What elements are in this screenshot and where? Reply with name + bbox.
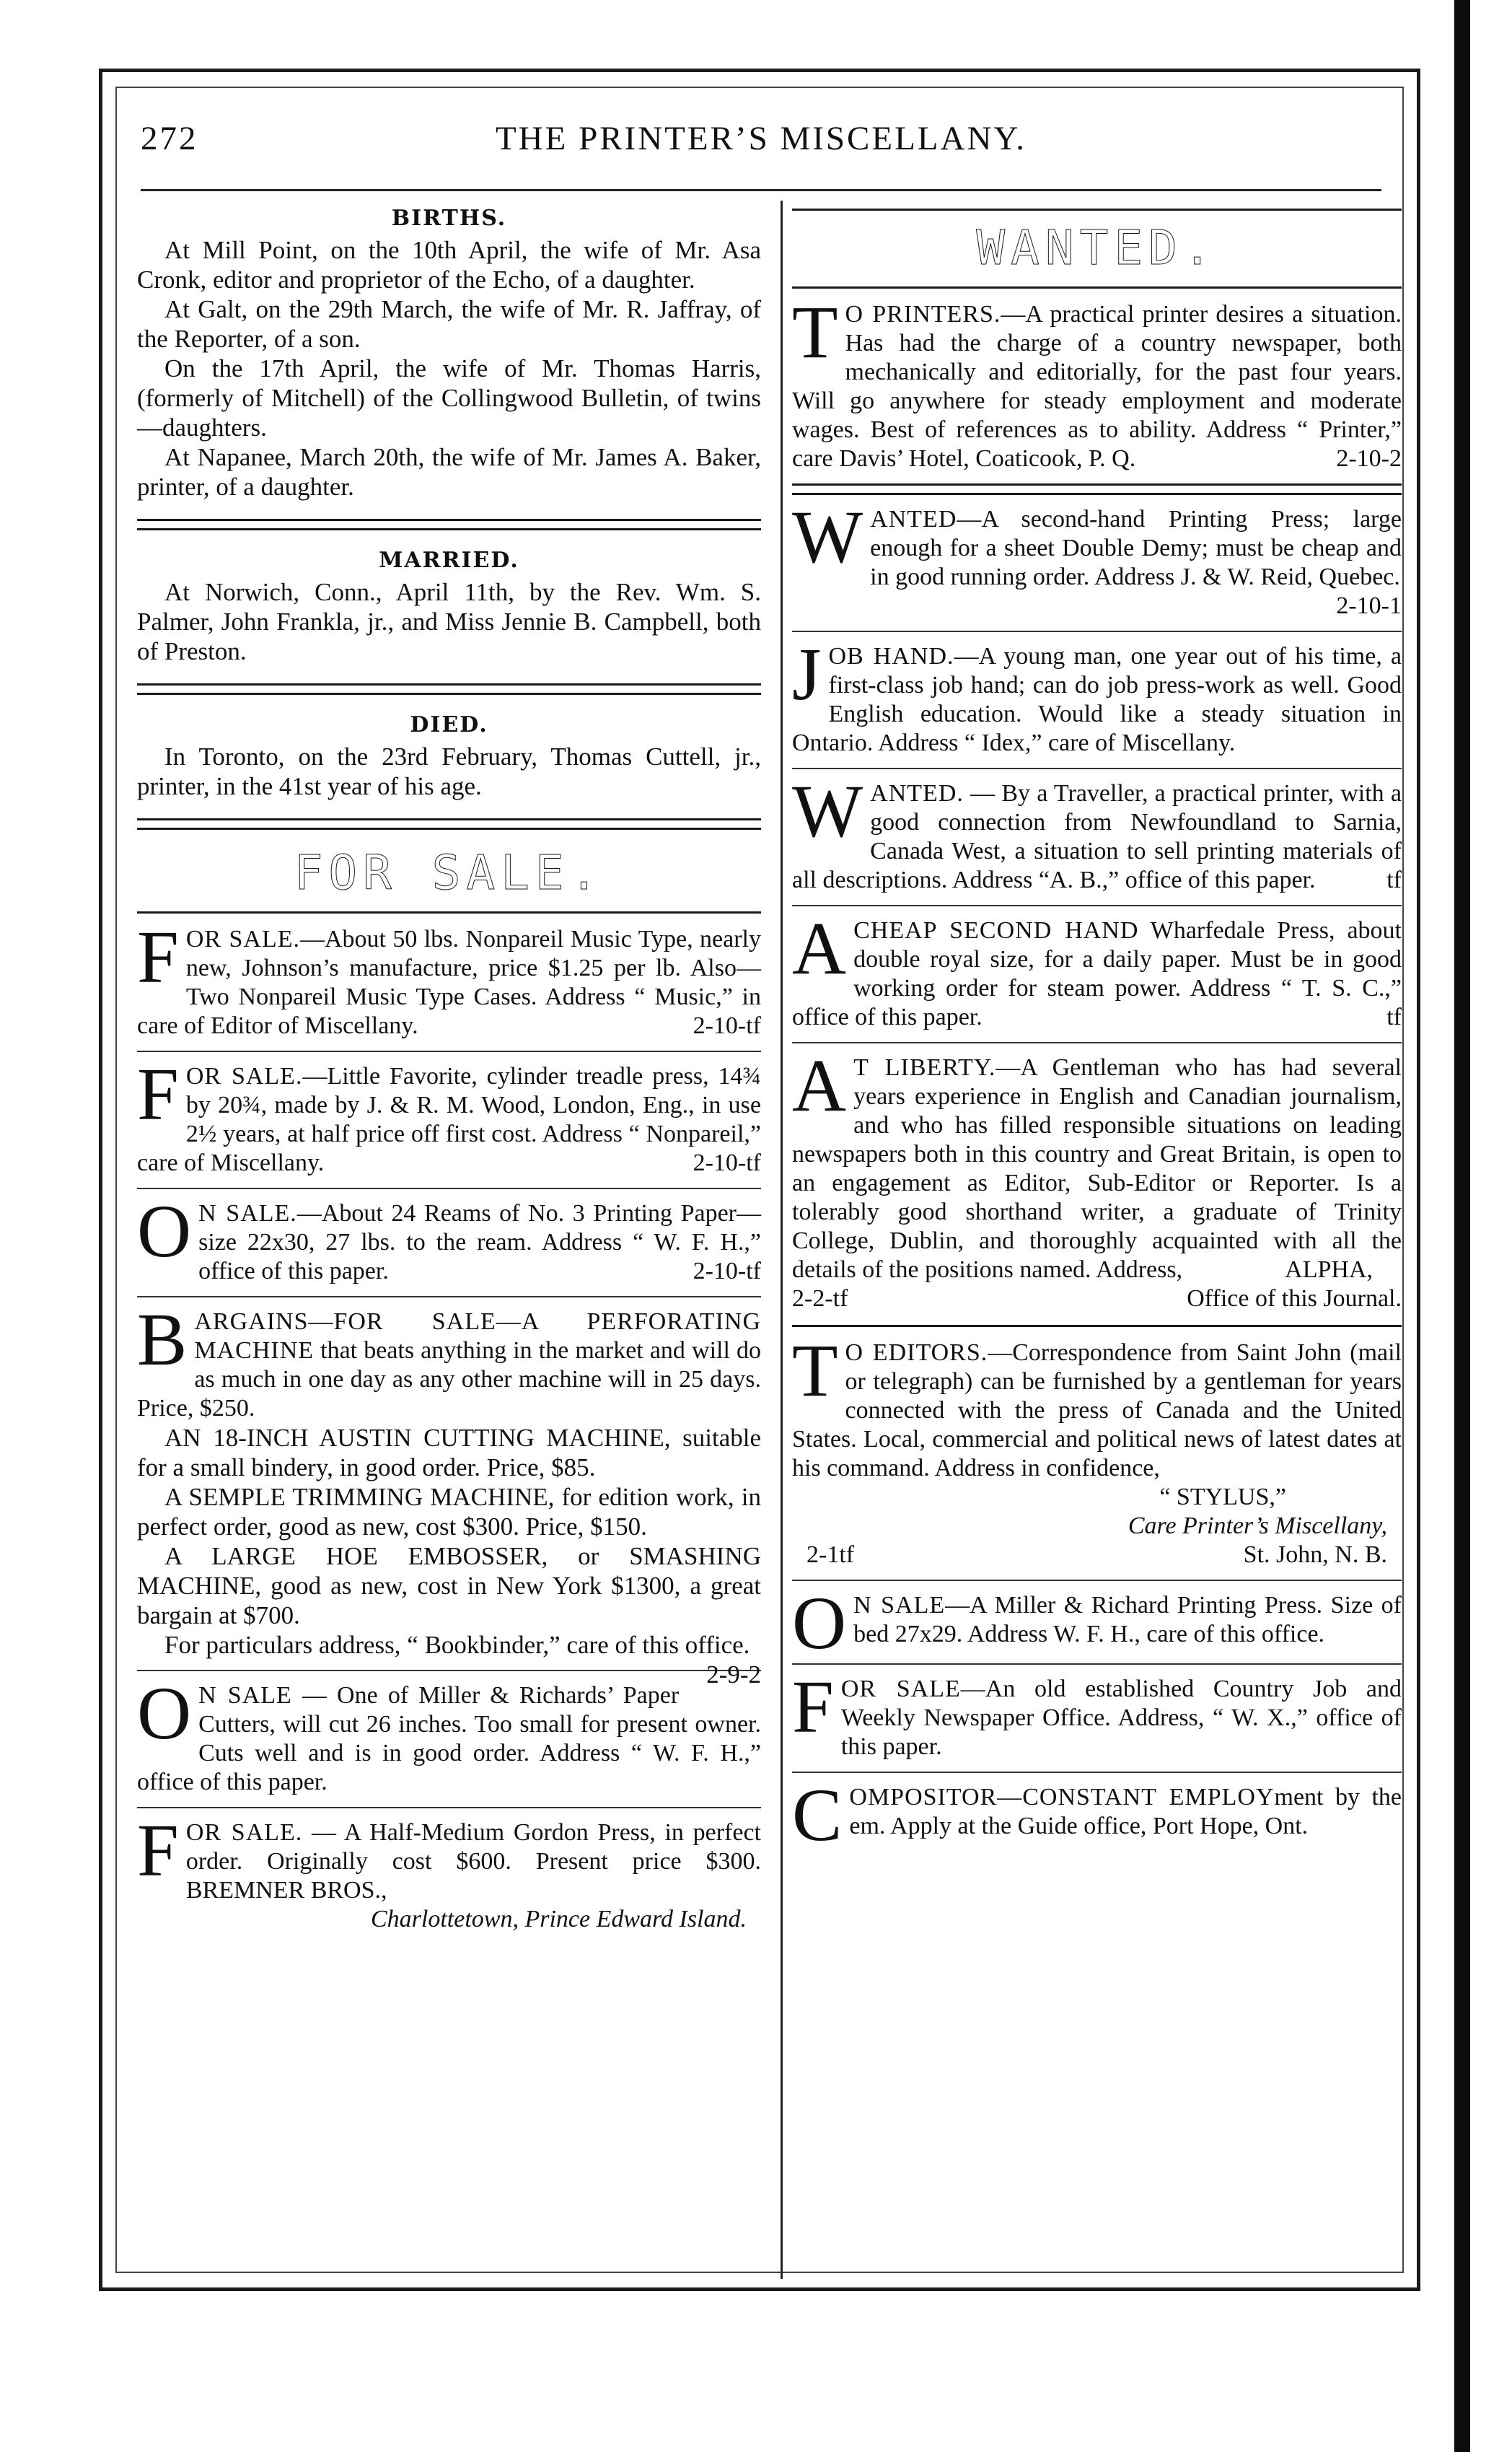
bargain-item: AN 18-INCH AUSTIN CUTTING MACHINE, suitable for a small bindery, in good order. Price, $85.	[137, 1423, 761, 1481]
ad-signer: ALPHA,	[1285, 1256, 1373, 1283]
drop-cap: O	[137, 1671, 192, 1755]
drop-cap: W	[792, 769, 863, 853]
ad-separator	[137, 1188, 761, 1189]
ad-separator	[792, 1663, 1402, 1665]
ad-separator	[137, 1807, 761, 1808]
classified-ad	[792, 906, 1402, 1032]
classified-ad	[792, 1665, 1402, 1761]
classified-ad	[792, 632, 1402, 758]
ad-separator	[137, 1051, 761, 1052]
ad-text: ment by the em. Apply at the Guide office, Port Hope, Ont.	[849, 1783, 1402, 1839]
ad-lead: N SALE	[198, 1681, 292, 1709]
classified-ad	[792, 495, 1402, 621]
ad-code: 2-1tf	[806, 1541, 855, 1568]
classified-ad	[792, 1043, 1402, 1313]
ad-text: — One of Miller & Richards’ Paper Cutters, will cut 26 inches. Too small for present owner. Cuts well and is in good order. Address “ W. F. H.,” office of this paper.	[137, 1681, 761, 1795]
drop-cap: T	[792, 1328, 838, 1412]
classified-ad	[137, 915, 761, 1041]
drop-cap: B	[137, 1297, 188, 1381]
drop-cap: F	[137, 1808, 179, 1892]
ad-text: —About 24 Reams of No. 3 Printing Paper—size 22x30, 27 lbs. to the ream. Address “ W. F. H.,” office of this paper.	[198, 1199, 761, 1284]
bargain-item: A SEMPLE TRIMMING MACHINE, for edition work, in perfect order, good as new, cost $300. Price, $150.	[137, 1482, 761, 1541]
section-rule	[137, 818, 761, 830]
classified-ad	[137, 1052, 761, 1178]
drop-cap: C	[792, 1773, 843, 1857]
classified-ad	[137, 1189, 761, 1286]
drop-cap: A	[792, 906, 847, 990]
ad-lead: N SALE	[853, 1591, 946, 1619]
section-rule	[137, 519, 761, 530]
right-column	[792, 206, 1402, 1857]
ad-separator	[792, 905, 1402, 906]
ad-care: Care Printer’s Miscellany,	[1128, 1512, 1387, 1539]
section-rule	[792, 209, 1402, 211]
ad-text: —A Miller & Richard Printing Press. Size of bed 27x29. Address W. F. H., care of this office.	[853, 1591, 1402, 1647]
classified-ad	[792, 290, 1402, 473]
births-entry: At Galt, on the 29th March, the wife of Mr. R. Jaffray, of the Reporter, of a son.	[137, 295, 761, 353]
drop-cap: A	[792, 1043, 847, 1127]
classified-ad	[137, 1808, 761, 1934]
ad-lead: N SALE.	[198, 1199, 297, 1227]
died-entry: In Toronto, on the 23rd February, Thomas Cuttell, jr., printer, in the 41st year of his age.	[137, 743, 761, 800]
ad-lead: OR SALE.	[185, 925, 300, 953]
births-entry: At Napanee, March 20th, the wife of Mr. James A. Baker, printer, of a daughter.	[137, 443, 761, 501]
ad-code: 2-9-2	[706, 1660, 761, 1689]
ad-text: —A second-hand Printing Press; large enough for a sheet Double Demy; must be cheap and in good running order. Address J. & W. Reid, Quebec.	[870, 505, 1402, 590]
section-rule	[137, 911, 761, 914]
births-heading: BIRTHS.	[391, 206, 507, 231]
drop-cap: O	[137, 1189, 192, 1273]
for-sale-heading: FOR SALE.	[294, 845, 605, 901]
ad-text: —A Gentleman who has had several years experience in English and Canadian journalism, and who has filled responsible situations on leading newspapers both in this country and Great Britain, is open to an engagement as Editor, Sub-Editor or Reporter. Is a tolerably good shorthand writer, a graduate of Trinity College, Dublin, and thoroughly acquainted with all the details of the positions named. Address,	[792, 1054, 1402, 1283]
ad-text: —A young man, one year out of his time, a first-class job hand; can do job press-work as well. Good English education. Would like a steady situation in Ontario. Address “ Idex,” care of Miscellany.	[792, 642, 1402, 756]
bargain-item: A LARGE HOE EMBOSSER, or SMASHING MACHINE, good as new, cost in New York $1300, a great bargain at $700.	[137, 1541, 761, 1629]
ad-lead: T LIBERTY.	[853, 1054, 996, 1081]
right-margin-rule	[1454, 0, 1470, 2452]
ad-place: Charlottetown, Prince Edward Island.	[370, 1905, 747, 1932]
ad-lead: O EDITORS.	[845, 1339, 988, 1366]
ad-separator	[792, 1580, 1402, 1581]
drop-cap: T	[792, 290, 838, 374]
births-entry: On the 17th April, the wife of Mr. Thomas Harris, (formerly of Mitchell) of the Collingwood Bulletin, of twins—daughters.	[137, 354, 761, 442]
classified-ad	[137, 1297, 761, 1689]
ad-text: Wharfedale Press, about double royal size, for a daily paper. Must be in good working order for steam power. Address “ T. S. C.,” office of this paper.	[792, 916, 1402, 1030]
classified-ad	[792, 1328, 1402, 1569]
ad-lead: ARGAINS—FOR SALE—A PERFORATING MACHINE	[194, 1308, 761, 1364]
ad-separator	[792, 1325, 1402, 1327]
ad-text: that beats anything in the market and will do as much in one day as any other machine will in 25 days. Price, $250.	[137, 1336, 761, 1422]
ad-separator	[137, 1670, 761, 1671]
drop-cap: O	[792, 1581, 847, 1665]
left-column	[137, 206, 761, 1934]
ad-lead: ANTED	[870, 505, 957, 533]
drop-cap: W	[792, 495, 863, 579]
ad-code: 2-10-1	[1336, 592, 1402, 619]
drop-cap: F	[137, 1052, 179, 1136]
ad-code: 2-10-2	[1336, 445, 1402, 472]
ad-office: Office of this Journal.	[1187, 1284, 1402, 1312]
ad-text: —Correspondence from Saint John (mail or telegraph) can be furnished by a gentleman for years connected with the press of Canada and the United States. Local, commercial and political news of latest dates at his command. Address in confidence,	[792, 1339, 1402, 1481]
ad-lead: O PRINTERS.	[845, 300, 1001, 328]
married-entry: At Norwich, Conn., April 11th, by the Rev. Wm. S. Palmer, John Frankla, jr., and Miss Jennie B. Campbell, both of Preston.	[137, 578, 761, 665]
ad-text: — By a Traveller, a practical printer, with a good connection from Newfoundland to Sarnia, Canada West, a situation to sell printing materials of all descriptions. Address “A. B.,” office of this paper.	[792, 779, 1402, 893]
classified-ad	[792, 1581, 1402, 1665]
classified-ad	[792, 1773, 1402, 1857]
column-divider	[781, 201, 783, 2279]
ad-text: —An old established Country Job and Weekly Newspaper Office. Address, “ W. X.,” office of this paper.	[840, 1675, 1402, 1760]
ad-lead: OR SALE.	[185, 1818, 303, 1846]
ad-text: —Little Favorite, cylinder treadle press, 14¾ by 20¾, made by J. & R. M. Wood, London, Eng., in use 2½ years, at half price off first cost. Address “ Nonpareil,” care of Miscellany.	[137, 1062, 761, 1176]
drop-cap: J	[792, 632, 822, 716]
ad-lead: OR SALE	[840, 1675, 961, 1702]
ad-code: 2-10-tf	[693, 1257, 761, 1284]
header-rule	[141, 189, 1381, 191]
married-heading: MARRIED.	[379, 548, 519, 573]
ad-signer: “ STYLUS,”	[1159, 1483, 1286, 1510]
page-header	[141, 119, 1381, 170]
ad-separator	[792, 1042, 1402, 1043]
ad-separator	[792, 1772, 1402, 1773]
page-number: 272	[141, 120, 198, 157]
page-title: THE PRINTER’S MISCELLANY.	[495, 120, 1027, 157]
ad-code: tf	[1386, 866, 1402, 893]
ad-lead: CHEAP SECOND HAND	[853, 916, 1139, 944]
drop-cap: F	[792, 1665, 834, 1748]
ad-code: 2-10-tf	[693, 1149, 761, 1176]
drop-cap: F	[137, 915, 179, 999]
ad-code: tf	[1386, 1003, 1402, 1030]
births-entry: At Mill Point, on the 10th April, the wife of Mr. Asa Cronk, editor and proprietor of the Echo, of a daughter.	[137, 236, 761, 294]
died-heading: DIED.	[410, 712, 488, 737]
ad-separator	[792, 631, 1402, 632]
ad-text: —A practical printer desires a situation. Has had the charge of a country newspaper, both mechanically and editorially, for the past four years. Will go anywhere for steady employment and moderate wages. Best of references as to ability. Address “ Printer,” care Davis’ Hotel, Coaticook, P. Q.	[792, 300, 1402, 472]
ad-signature-line	[792, 1541, 1402, 1569]
classified-ad	[792, 769, 1402, 895]
ad-text: — A Half-Medium Gordon Press, in perfect order. Originally cost $600. Present price $300. BREMNER BROS.,	[185, 1818, 761, 1904]
ad-signature-line	[792, 1284, 1402, 1313]
ad-code: 2-2-tf	[792, 1284, 848, 1312]
wanted-heading: WANTED.	[976, 220, 1218, 276]
ad-lead: OMPOSITOR—CONSTANT EMPLOY	[849, 1783, 1275, 1810]
ad-separator	[792, 483, 1402, 495]
ad-lead: OR SALE.	[185, 1062, 303, 1090]
ad-city: St. John, N. B.	[1243, 1541, 1387, 1568]
bargain-item: For particulars address, “ Bookbinder,” care of this office. 2-9-2	[164, 1630, 761, 1689]
section-rule	[137, 683, 761, 695]
ad-text: —About 50 lbs. Nonpareil Music Type, nearly new, Johnson’s manufacture, price $1.25 per lb. Also—Two Nonpareil Music Type Cases. Address “ Music,” in care of Editor of Miscellany.	[137, 925, 761, 1039]
ad-separator	[137, 1296, 761, 1297]
ad-separator	[792, 768, 1402, 769]
section-rule	[792, 286, 1402, 289]
ad-code: 2-10-tf	[693, 1012, 761, 1039]
ad-lead: OB HAND.	[828, 642, 954, 670]
ad-lead: ANTED.	[870, 779, 964, 807]
